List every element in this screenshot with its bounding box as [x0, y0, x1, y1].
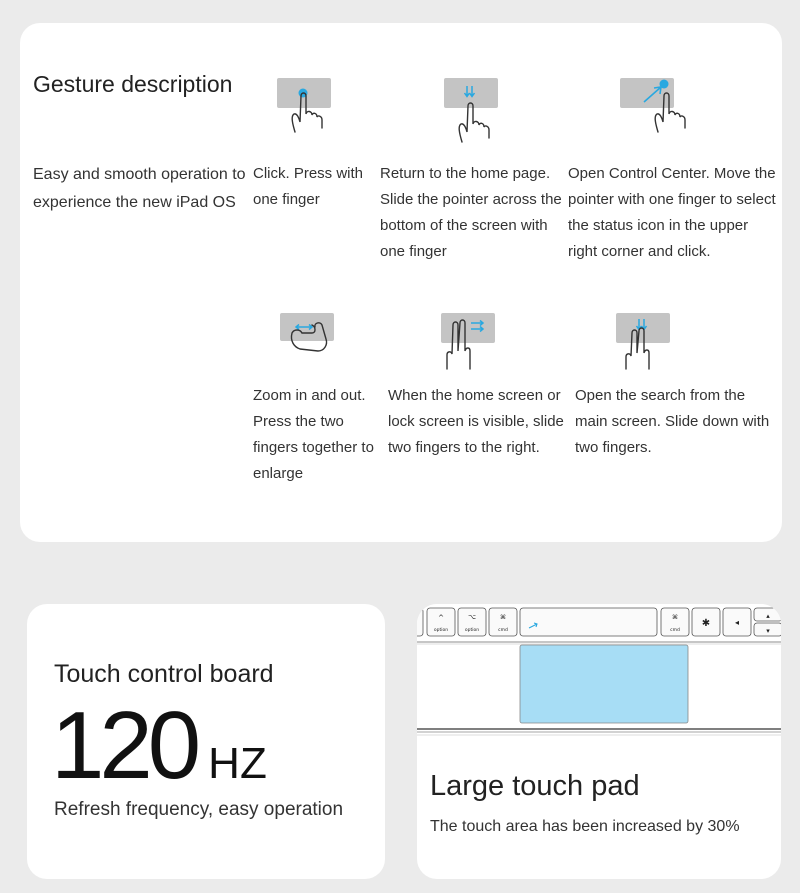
gesture-title: Gesture description	[33, 71, 233, 97]
touch-board-card	[27, 604, 385, 879]
one-finger-swipe-down-icon	[442, 76, 516, 146]
gesture-home-text: Return to the home page. Slide the pointer across the bottom of the screen with one finger	[380, 165, 562, 260]
cmd-key-symbol: ⌘	[500, 614, 506, 621]
touch-board-subtitle: Refresh frequency, easy operation	[54, 799, 344, 820]
left-arrow-key: ◂	[734, 618, 740, 627]
two-finger-swipe-right-icon	[439, 311, 499, 371]
gesture-intro: Easy and smooth operation to experience the new iPad OS	[33, 166, 246, 211]
gesture-search-text: Open the search from the main screen. Slide down with two fingers.	[575, 387, 770, 456]
refresh-rate-unit: HZ	[208, 739, 267, 788]
down-arrow-key: ▾	[766, 627, 770, 635]
pinch-zoom-icon	[278, 311, 338, 361]
two-finger-swipe-down-icon	[614, 311, 674, 371]
up-arrow-key: ▴	[766, 612, 770, 620]
star-key: ✱	[701, 618, 711, 629]
refresh-rate	[51, 692, 267, 799]
gesture-click-text: Click. Press with one finger	[253, 165, 364, 208]
option-key-label-2: option	[464, 628, 480, 633]
cmd-key-label-2: cmd	[670, 628, 680, 633]
touch-pad-card	[417, 604, 781, 879]
gesture-control-center-text: Open Control Center. Move the pointer with one finger to select the status icon in the upper right corner and click.	[568, 165, 776, 260]
cmd-key-label: cmd	[498, 628, 508, 633]
option-key-label: option	[433, 628, 449, 633]
touch-pad-subtitle: The touch area has been increased by 30%	[430, 818, 740, 835]
gesture-swipe-right-text: When the home screen or lock screen is visible, slide two fingers to the right.	[388, 387, 564, 456]
keyboard-illustration	[417, 604, 781, 739]
touch-pad-title: Large touch pad	[430, 770, 640, 802]
one-finger-corner-icon	[618, 76, 708, 136]
touch-board-title: Touch control board	[54, 660, 274, 688]
one-finger-click-icon	[275, 76, 349, 136]
gesture-zoom-text: Zoom in and out. Press the two fingers together to enlarge	[253, 387, 374, 482]
gesture-card	[20, 23, 782, 542]
option-key-symbol-2: ⌥	[467, 613, 477, 621]
touchpad-area	[520, 645, 688, 723]
cmd-key-symbol-2: ⌘	[672, 614, 678, 621]
refresh-rate-value: 120	[51, 692, 197, 799]
option-key-symbol: ^	[438, 614, 444, 622]
